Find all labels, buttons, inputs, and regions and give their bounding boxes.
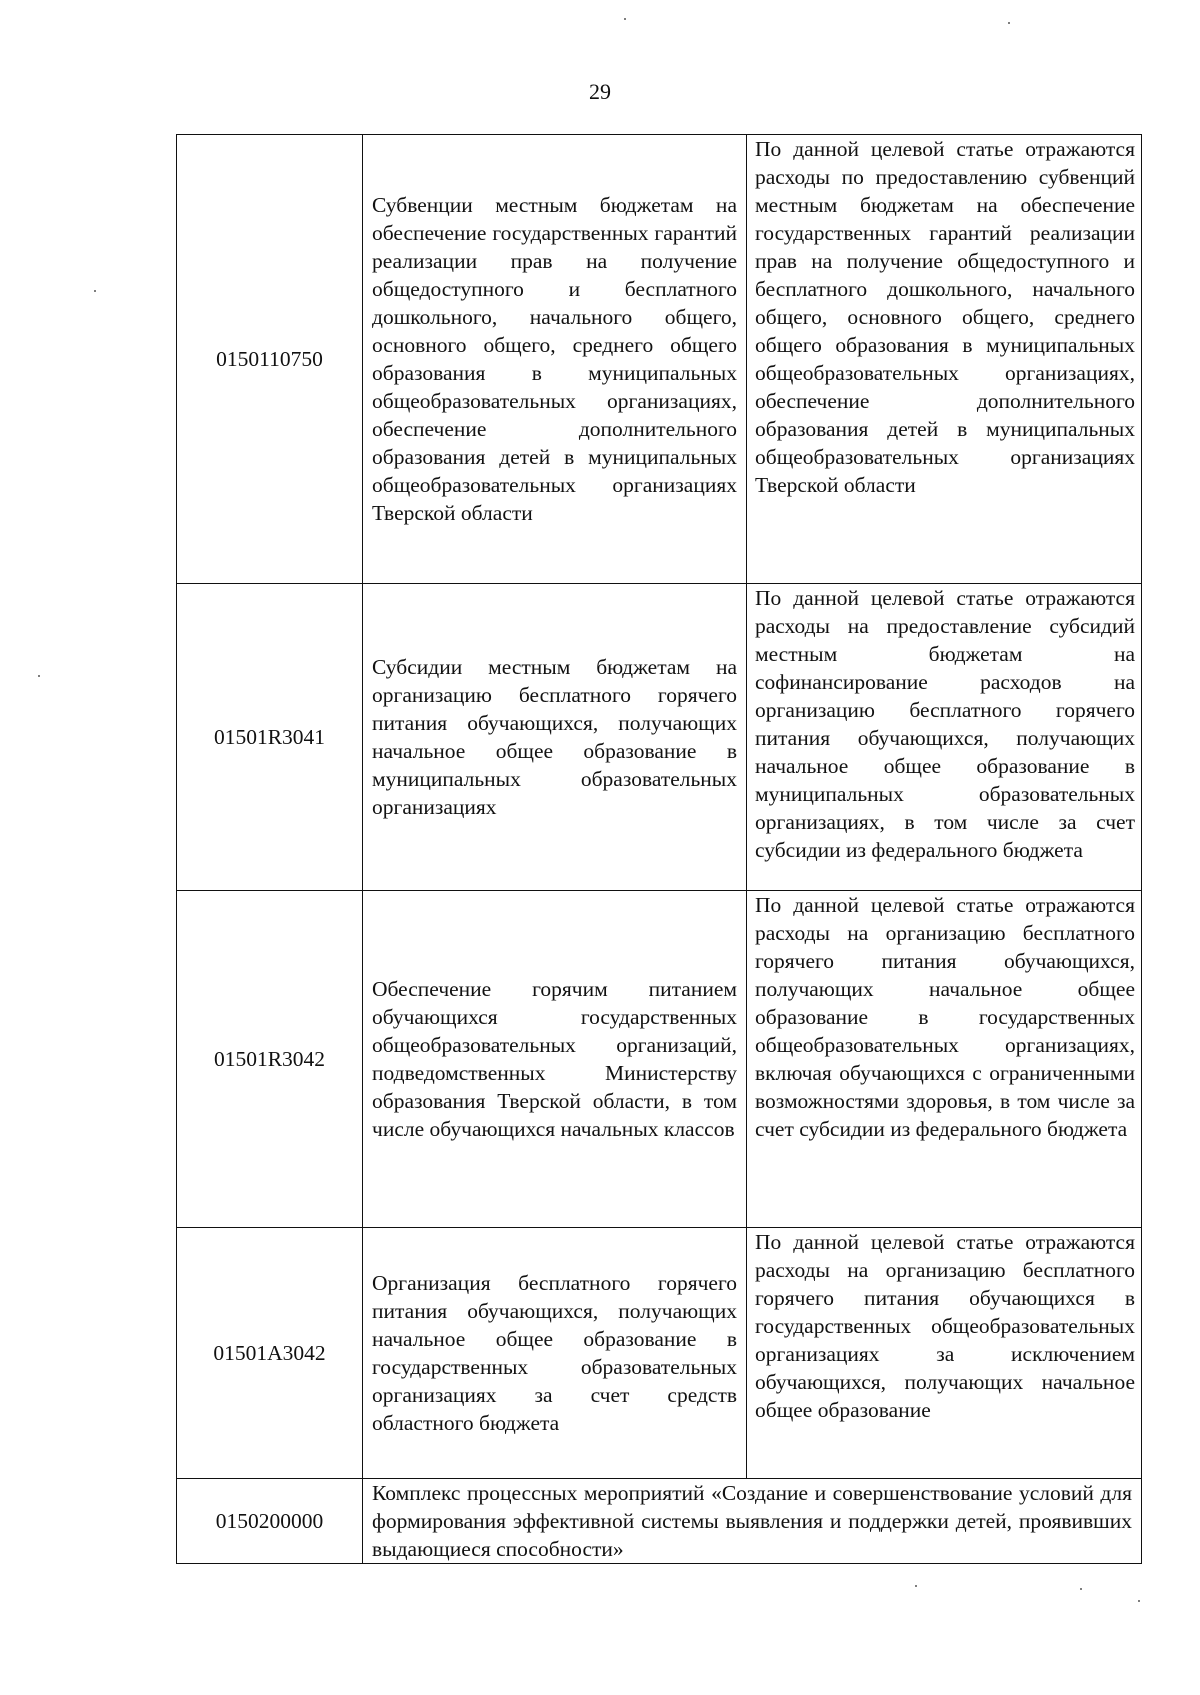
- row-name: Обеспечение горячим питанием обучающихся государственных общеобразовательных организаций, подведомственных Министерству образования Тверской области, в том числе обучающихся начальных классов: [363, 891, 747, 1228]
- row-code: 01501A3042: [177, 1228, 363, 1479]
- row-code: 0150110750: [177, 135, 363, 584]
- row-code: 01501R3042: [177, 891, 363, 1228]
- page-number: 29: [589, 79, 611, 104]
- scan-speck: [1008, 22, 1010, 24]
- row-code: 01501R3041: [177, 584, 363, 891]
- row-name: Субсидии местным бюджетам на организацию бесплатного горячего питания обучающихся, получающих начальное общее образование в муниципальных образовательных организациях: [363, 584, 747, 891]
- scan-speck: [1080, 1588, 1082, 1590]
- row-description: По данной целевой статье отражаются расходы по предоставлению субвенций местным бюджетам на обеспечение государственных гарантий реализации прав на получение общедоступного и бесплатного дошкольного, начального общего, основного общего, среднего общего образования в муниципальных общеобразовательных организациях, обеспечение дополнительного образования детей в муниципальных общеобразовательных организациях Тверской области: [747, 135, 1142, 584]
- row-name: Субвенции местным бюджетам на обеспечение государственных гарантий реализации прав на получение общедоступного и бесплатного дошкольного, начального общего, основного общего, среднего общего образования в муниципальных общеобразовательных организациях, обеспечение дополнительного образования детей в муниципальных общеобразовательных организациях Тверской области: [363, 135, 747, 584]
- table-row: [177, 891, 1142, 1228]
- scan-speck: [624, 18, 626, 20]
- row-name: Организация бесплатного горячего питания обучающихся, получающих начальное общее образование в государственных образовательных организациях за счет средств областного бюджета: [363, 1228, 747, 1479]
- row-description: По данной целевой статье отражаются расходы на предоставление субсидий местным бюджетам на софинансирование расходов на организацию бесплатного горячего питания обучающихся, получающих начальное общее образование в муниципальных образовательных организациях, в том числе за счет субсидии из федерального бюджета: [747, 584, 1142, 891]
- scan-speck: [38, 675, 40, 677]
- scan-speck: [1138, 1600, 1140, 1602]
- table-row: [177, 584, 1142, 891]
- table-row: [177, 1228, 1142, 1479]
- section-title: Комплекс процессных мероприятий «Создание и совершенствование условий для формирования эффективной системы выявления и поддержки детей, проявивших выдающиеся способности»: [363, 1479, 1142, 1564]
- table-row: [177, 135, 1142, 584]
- section-row: [177, 1479, 1142, 1564]
- section-code: 0150200000: [177, 1479, 363, 1564]
- row-description: По данной целевой статье отражаются расходы на организацию бесплатного горячего питания обучающихся в государственных общеобразовательных организациях за исключением обучающихся, получающих начальное общее образование: [747, 1228, 1142, 1479]
- row-description: По данной целевой статье отражаются расходы на организацию бесплатного горячего питания обучающихся, получающих начальное общее образование в государственных общеобразовательных организациях, включая обучающихся с ограниченными возможностями здоровья, в том числе за счет субсидии из федерального бюджета: [747, 891, 1142, 1228]
- budget-classification-table: [176, 134, 1142, 1564]
- scan-speck: [915, 1585, 917, 1587]
- scan-speck: [94, 290, 96, 292]
